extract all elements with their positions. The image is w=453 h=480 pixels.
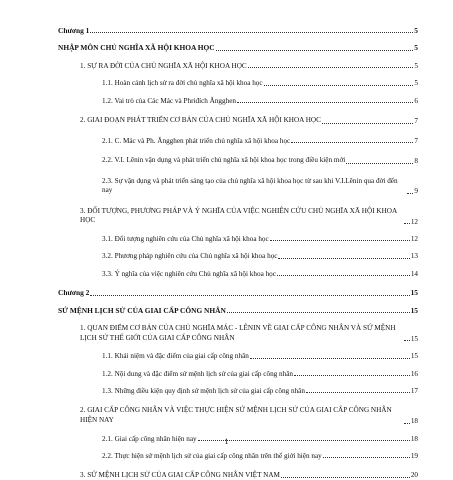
toc-entry-page: 15 xyxy=(410,288,418,298)
toc-leader-dots xyxy=(407,193,413,194)
toc-entry-title: 2.3. Sự vận dụng và phát triển sáng tạo của chủ nghĩa xã hội khoa học từ sau khi V.I.Lênin qua đời đến nay xyxy=(102,176,398,195)
toc-entry-title: 1.1. Khái niệm và đặc điểm của giai cấp công nhân xyxy=(102,352,249,361)
toc-leader-dots xyxy=(294,375,410,376)
toc-entry-page: 17 xyxy=(410,387,418,396)
toc-entry-page: 5 xyxy=(414,43,418,53)
toc-entry-page: 18 xyxy=(410,434,418,443)
toc-leader-dots xyxy=(90,32,413,33)
toc-leader-dots xyxy=(404,423,410,424)
toc-entry-page: 12 xyxy=(410,217,418,226)
toc-entry-title: 2. GIAI ĐOẠN PHÁT TRIỂN CƠ BẢN CỦA CHỦ NGHĨA XÃ HỘI KHOA HỌC xyxy=(80,116,321,125)
toc-entry-subsection[interactable] xyxy=(58,252,418,260)
toc-leader-dots xyxy=(404,223,410,224)
toc-entry-page: 6 xyxy=(414,96,418,105)
toc-leader-dots xyxy=(404,340,410,341)
toc-entry-page: 7 xyxy=(414,117,418,126)
toc-entry-chapter-1[interactable] xyxy=(58,27,418,35)
toc-entry-section[interactable] xyxy=(58,207,418,226)
toc-entry-subsection[interactable] xyxy=(58,79,418,87)
toc-entry-section[interactable] xyxy=(58,62,418,70)
toc-entry-subsection[interactable] xyxy=(58,137,418,145)
toc-entry-section[interactable] xyxy=(58,324,418,343)
toc-entry-section[interactable] xyxy=(58,471,418,479)
toc-leader-dots xyxy=(250,358,410,359)
toc-leader-dots xyxy=(248,67,414,68)
toc-entry-title: 2.1. C. Mác và Ph. Ăngghen phát triển chủ nghĩa xã hội khoa học xyxy=(102,136,291,145)
toc-leader-dots xyxy=(90,295,409,296)
toc-entry-title: 1.2. Nội dung và đặc điểm sứ mệnh lịch sử của giai cấp công nhân xyxy=(102,369,294,378)
toc-leader-dots xyxy=(291,142,413,143)
toc-entry-title: 3. SỨ MỆNH LỊCH SỬ CỦA GIAI CẤP CÔNG NHÂN VIỆT NAM xyxy=(80,471,280,480)
toc-entry-page: 12 xyxy=(410,235,418,243)
toc-entry-subsection[interactable] xyxy=(58,270,418,278)
toc-entry-page: 9 xyxy=(414,187,418,196)
toc-entry-title: 3.1. Đối tượng nghiên cứu của Chủ nghĩa xã hội khoa học xyxy=(102,235,269,243)
toc-leader-dots xyxy=(237,102,413,103)
toc-entry-title: 1.2. Vai trò của Các Mác và Phriđích Ăngghen xyxy=(102,96,236,105)
toc-entry-title: 2.2. Thực hiện sứ mệnh lịch sử của giai cấp công nhân trên thế giới hiện nay xyxy=(102,452,322,461)
toc-entry-title: 3.3. Ý nghĩa của việc nghiên cứu Chủ nghĩa xã hội khoa học xyxy=(102,269,276,278)
toc-entry-section[interactable] xyxy=(58,116,418,126)
toc-entry-page: 7 xyxy=(414,136,418,145)
toc-entry-subsection[interactable] xyxy=(58,352,418,360)
toc-entry-page: 8 xyxy=(414,157,418,166)
toc-entry-title: 3.2. Phương pháp nghiên cứu của Chủ nghĩa xã hội khoa học xyxy=(102,252,278,261)
toc-entry-title: Chương 1 xyxy=(58,26,90,35)
toc-entry-title: 2.2. V.I. Lênin vận dụng và phát triển chủ nghĩa xã hội khoa học trong điều kiện mới xyxy=(102,156,346,165)
toc-entry-page: 15 xyxy=(410,334,418,343)
toc-entry-subsection[interactable] xyxy=(58,235,418,243)
toc-entry-page: 19 xyxy=(410,452,418,461)
toc-leader-dots xyxy=(346,163,413,164)
toc-leader-dots xyxy=(277,275,410,276)
toc-entry-page: 5 xyxy=(414,61,418,70)
toc-entry-page: 15 xyxy=(410,352,418,361)
toc-entry-title: SỨ MỆNH LỊCH SỬ CỦA GIAI CẤP CÔNG NHÂN xyxy=(58,305,226,315)
toc-leader-dots xyxy=(270,240,410,241)
toc-entry-title: 1.1. Hoàn cảnh lịch sử ra đời chủ nghĩa xã hội khoa học xyxy=(102,79,263,88)
toc-leader-dots xyxy=(281,477,410,478)
toc-leader-dots xyxy=(322,123,413,124)
toc-entry-title: 1.3. Những điều kiện quy định sứ mệnh lịch sử của giai cấp công nhân xyxy=(102,387,305,396)
toc-entry-title: 2.1. Giai cấp công nhân hiện nay xyxy=(102,434,197,443)
toc-entry-subsection[interactable] xyxy=(58,452,418,460)
toc-entry-subsection[interactable] xyxy=(58,177,418,196)
table-of-contents xyxy=(58,27,418,480)
toc-leader-dots xyxy=(278,258,409,259)
toc-entry-page: 16 xyxy=(410,369,418,378)
toc-leader-dots xyxy=(216,50,414,51)
toc-entry-subsection[interactable] xyxy=(58,156,418,166)
toc-entry-title: 1. QUAN ĐIỂM CƠ BẢN CỦA CHỦ NGHĨA MÁC - LÊNIN VỀ GIAI CẤP CÔNG NHÂN VÀ SỨ MỆNH LỊCH SỬ THẾ GIỚI CỦA GIAI CẤP CÔNG NHÂN xyxy=(80,324,396,342)
toc-entry-title: 2. GIAI CẤP CÔNG NHÂN VÀ VIỆC THỰC HIỆN SỨ MỆNH LỊCH SỬ CỦA GIAI CẤP CÔNG NHÂN HIỆN NAY xyxy=(80,406,392,425)
page-number: 1 xyxy=(224,437,229,446)
toc-entry-page: 13 xyxy=(410,252,418,261)
toc-entry-subsection[interactable] xyxy=(58,387,418,395)
toc-entry-page: 15 xyxy=(410,305,418,315)
toc-entry-chapter-1-title[interactable] xyxy=(58,44,418,52)
toc-leader-dots xyxy=(306,392,410,393)
toc-entry-title: Chương 2 xyxy=(58,288,90,298)
toc-entry-title: 3. ĐỐI TƯỢNG, PHƯƠNG PHÁP VÀ Ý NGHĨA CỦA VIỆC NGHIÊN CỨU CHỦ NGHĨA XÃ HỘI KHOA HỌC xyxy=(80,206,397,225)
toc-leader-dots xyxy=(264,85,414,86)
toc-leader-dots xyxy=(227,312,410,313)
toc-entry-section[interactable] xyxy=(58,406,418,425)
toc-entry-page: 20 xyxy=(410,471,418,480)
toc-entry-title: NHẬP MÔN CHỦ NGHĨA XÃ HỘI KHOA HỌC xyxy=(58,43,215,53)
toc-entry-page: 14 xyxy=(410,269,418,278)
toc-entry-page: 18 xyxy=(410,417,418,426)
toc-entry-subsection[interactable] xyxy=(58,97,418,105)
toc-entry-subsection[interactable] xyxy=(58,370,418,378)
toc-entry-page: 5 xyxy=(414,26,418,35)
toc-entry-page: 5 xyxy=(414,79,418,88)
toc-entry-chapter-2-title[interactable] xyxy=(58,307,418,315)
toc-leader-dots xyxy=(323,457,410,458)
toc-entry-chapter-2[interactable] xyxy=(58,289,418,297)
toc-entry-title: 1. SỰ RA ĐỜI CỦA CHỦ NGHĨA XÃ HỘI KHOA HỌC xyxy=(80,61,247,70)
